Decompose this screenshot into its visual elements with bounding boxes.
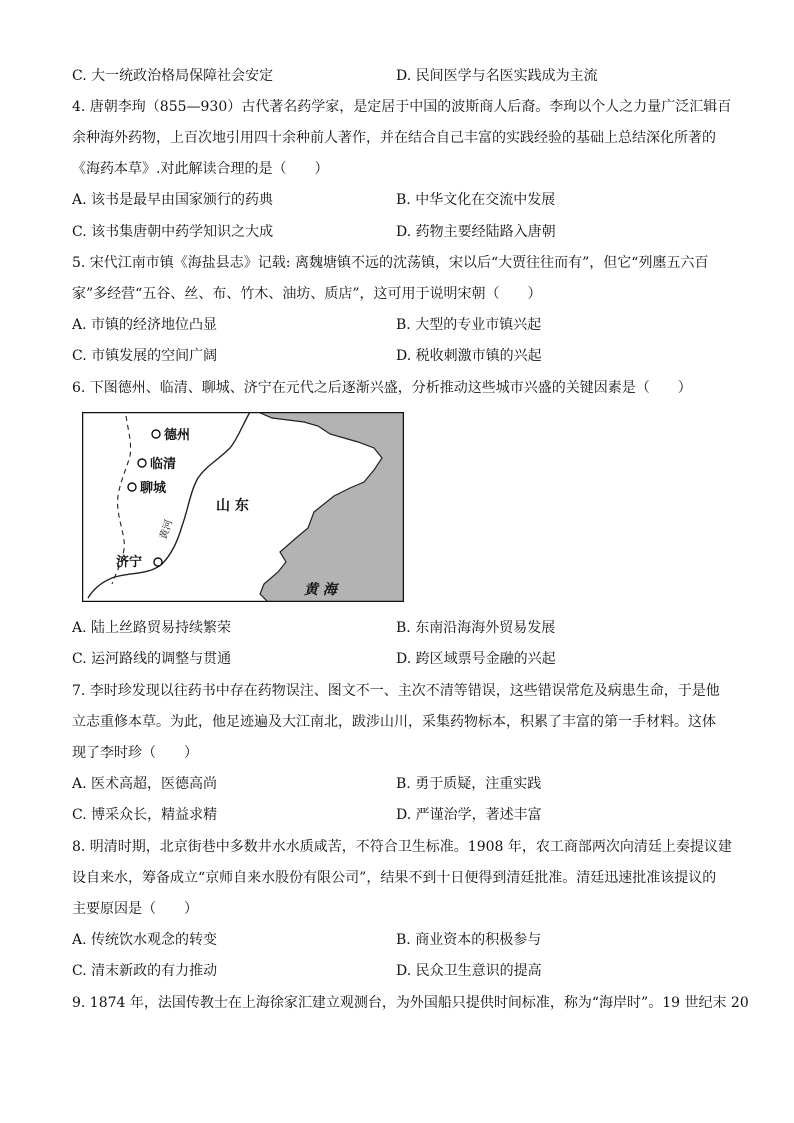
q7-option-c: C. 博采众长，精益求精 [72, 807, 218, 823]
q7-option-a: A. 医术高超，医德高尚 [72, 776, 218, 792]
q4-option-a: A. 该书是最早由国家颁行的药典 [72, 192, 274, 208]
q7-stem-line-3: 现了李时珍（ ） [72, 745, 198, 761]
q6-option-b: B. 东南沿海海外贸易发展 [396, 620, 556, 636]
city-label-linqing: 临清 [150, 457, 177, 472]
q7-option-b: B. 勇于质疑，注重实践 [396, 776, 542, 792]
q7-option-d: D. 严谨治学，著述丰富 [396, 807, 542, 823]
q5-option-c: C. 市镇发展的空间广阔 [72, 348, 218, 364]
q6-option-d: D. 跨区域票号金融的兴起 [396, 651, 556, 667]
city-label-liaocheng: 聊城 [140, 481, 167, 496]
linqing-marker [138, 459, 146, 467]
q5-stem-line-1: 5. 宋代江南市镇《海盐县志》记载: 离魏塘镇不远的沈荡镇，宋以后“大贾往往而有”，但它“列廛五六百 [72, 255, 709, 271]
jining-marker [154, 558, 162, 566]
q5-option-a: A. 市镇的经济地位凸显 [72, 317, 218, 333]
province-label: 山 东 [216, 498, 249, 514]
q9-stem-line-1: 9. 1874 年，法国传教士在上海徐家汇建立观测台，为外国船只提供时间标准，称为“海岸时”。19 世纪末 20 [72, 995, 749, 1011]
q7-stem-line-2: 立志重修本草。为此，他足迹遍及大江南北，跋涉山川，采集药物标本，积累了丰富的第一手材料。这体 [72, 714, 716, 730]
q6-option-a: A. 陆上丝路贸易持续繁荣 [72, 620, 232, 636]
q8-option-b: B. 商业资本的积极参与 [396, 932, 542, 948]
q8-stem-line-2: 设自来水，筹备成立“京师自来水股份有限公司”，结果不到十日便得到清廷批准。清廷迅速批准该提议的 [72, 870, 717, 886]
q8-stem-line-1: 8. 明清时期，北京街巷中多数井水水质咸苦，不符合卫生标准。1908 年，农工商部两次向清廷上奏提议建 [72, 839, 732, 855]
q6-option-c: C. 运河路线的调整与贯通 [72, 651, 232, 667]
q4-stem-line-2: 余种海外药物，上百次地引用四十余种前人著作，并在结合自己丰富的实践经验的基础上总结深化所著的 [72, 130, 716, 146]
city-label-jining: 济宁 [116, 555, 143, 570]
q6-stem-line-1: 6. 下图德州、临清、聊城、济宁在元代之后逐渐兴盛，分析推动这些城市兴盛的关键因素是（ ） [72, 380, 692, 396]
q4-option-b: B. 中华文化在交流中发展 [396, 192, 556, 208]
sea-label: 黄 海 [304, 582, 337, 598]
dezhou-marker [152, 430, 160, 438]
q4-option-d: D. 药物主要经陆路入唐朝 [396, 224, 556, 240]
q7-stem-line-1: 7. 李时珍发现以往药书中存在药物误注、图文不一、主次不清等错误，这些错误常危及病患生命，于是他 [72, 683, 720, 699]
shandong-map [82, 412, 404, 602]
q4-option-c: C. 该书集唐朝中药学知识之大成 [72, 224, 274, 240]
q4-stem-line-1: 4. 唐朝李珣（855—930）古代著名药学家，是定居于中国的波斯商人后裔。李珣以个人之力量广泛汇辑百 [72, 99, 732, 115]
city-label-dezhou: 德州 [164, 428, 191, 443]
q8-option-a: A. 传统饮水观念的转变 [72, 932, 218, 948]
sea-area [258, 412, 404, 602]
q5-option-d: D. 税收刺激市镇的兴起 [396, 348, 542, 364]
q4-stem-line-3: 《海药本草》.对此解读合理的是（ ） [72, 161, 329, 177]
liaocheng-marker [128, 483, 136, 491]
q8-option-c: C. 清末新政的有力推动 [72, 963, 218, 979]
q5-stem-line-2: 家”多经营“五谷、丝、布、竹木、油坊、质店”，这可用于说明宋朝（ ） [72, 286, 542, 302]
q5-option-b: B. 大型的专业市镇兴起 [396, 317, 542, 333]
q3-option-c: C. 大一统政治格局保障社会安定 [72, 68, 274, 84]
q8-stem-line-3: 主要原因是（ ） [72, 901, 198, 917]
q3-option-d: D. 民间医学与名医实践成为主流 [396, 68, 598, 84]
river-label: 黄河 [158, 518, 176, 541]
q8-option-d: D. 民众卫生意识的提高 [396, 963, 542, 979]
